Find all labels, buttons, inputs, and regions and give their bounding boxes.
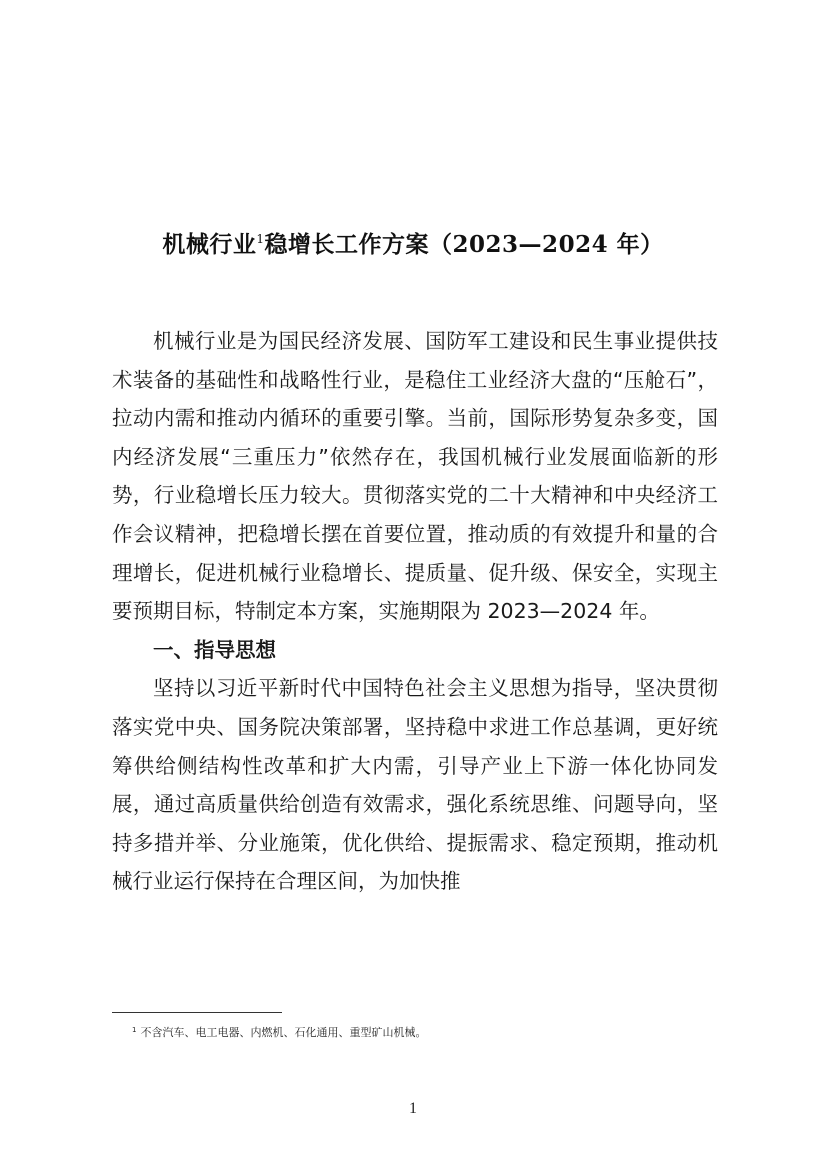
- title-rest: 稳增长工作方案（2023—2024 年）: [264, 231, 664, 258]
- title-footnote-mark: 1: [256, 232, 265, 246]
- footnote-text: 不含汽车、电工电器、内燃机、石化通用、重型矿山机械。: [140, 1026, 427, 1039]
- document-title: [60, 226, 766, 259]
- page-number: 1: [409, 1100, 417, 1117]
- intro-paragraph: 机械行业是为国民经济发展、国防军工建设和民生事业提供技术装备的基础性和战略性行业，是稳住工业经济大盘的“压舱石”，拉动内需和推动内循环的重要引擎。当前，国际形势复杂多变，国内经济发展“三重压力”依然存在，我国机械行业发展面临新的形势，行业稳增长压力较大。贯彻落实党的二十大精神和中央经济工作会议精神，把稳增长摆在首要位置，推动质的有效提升和量的合理增长，促进机械行业稳增长、提质量、促升级、保安全，实现主要预期目标，特制定本方案，实施期限为 2023—2024 年。: [112, 329, 718, 624]
- footnote-mark: 1: [132, 1026, 137, 1034]
- document-body: [112, 322, 718, 901]
- footnote-divider: [112, 1012, 282, 1013]
- footnote: [132, 1024, 426, 1040]
- section-heading-guiding-ideology: 一、指导思想: [153, 637, 276, 662]
- section-paragraph-guiding-ideology: 坚持以习近平新时代中国特色社会主义思想为指导，坚决贯彻落实党中央、国务院决策部署，坚持稳中求进工作总基调，更好统筹供给侧结构性改革和扩大内需，引导产业上下游一体化协同发展，通过高质量供给创造有效需求，强化系统思维、问题导向，坚持多措并举、分业施策，优化供给、提振需求、稳定预期，推动机械行业运行保持在合理区间，为加快推: [112, 676, 718, 894]
- title-main: 机械行业: [162, 231, 257, 258]
